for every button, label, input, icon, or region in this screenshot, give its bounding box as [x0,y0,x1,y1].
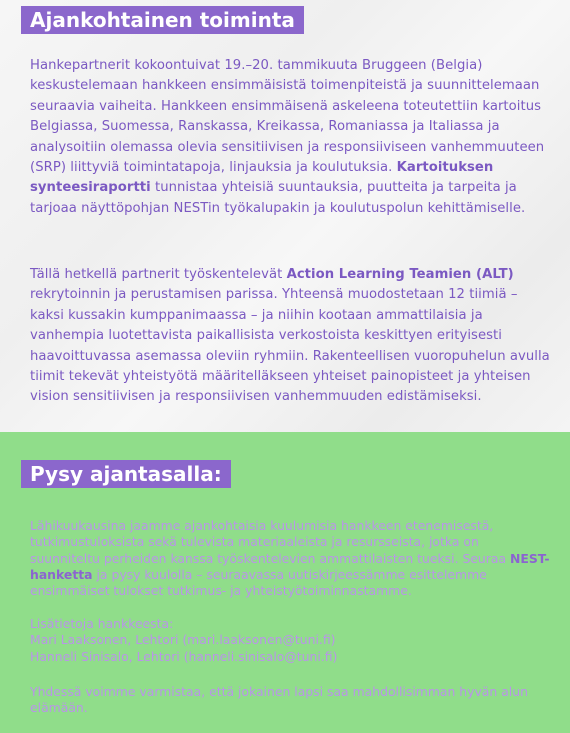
synthesis-report-highlight: Kartoituksen synteesiraportti [30,160,494,196]
closing-statement: Yhdessä voimme varmistaa, että jokainen lapsi saa mahdollisimman hyvän alun elämään. [30,684,528,716]
contact-label: Lisätietoja hankkeesta: [30,616,174,631]
stay-updated-section [0,432,570,733]
paragraph-text: rekrytoinnin ja perustamisen parissa. Yhteensä muodostetaan 12 tiimiä – kaksi kussakin kumppanimaassa – ja niihin kootaan ammattilaisia ja vanhempia luotettavista paikallisista verkostoista keskittyen erityisesti haavoittuvassa asemassa oleviin ryhmiin. Rakenteellisen vuoropuhelun avulla tiimit tekevät yhteistyötä määritelläkseen yhteiset painopisteet ja yhteisen vision sensitiivisen ja responsiivisen vanhemmuuden edistämiseksi. [30,287,550,405]
paragraph-text: Tällä hetkellä partnerit työskentelevät [30,267,283,282]
section-heading: Pysy ajantasalla: [21,460,231,488]
contact-info [30,616,550,665]
paragraph-text: tunnistaa yhteisiä suuntauksia, puutteita ja tarpeita ja tarjoaa näyttöpohjan NESTin työkalupakin ja koulutuspolun kehittämiselle. [30,180,526,216]
alt-highlight: Action Learning Teamien (ALT) [286,267,514,282]
contact-person-1: Mari Laaksonen, Lehtori (mari.laaksonen@tuni.fi) [30,632,336,648]
nest-project-link[interactable]: NEST-hanketta [30,550,550,582]
paragraph-text: ja pysy kuulolla – seuraavassa uutiskirjeessämme esittelemme ensimmäiset tulokset tutkimus- ja yhteistyötoiminnastamme. [30,566,487,599]
activities-paragraph-1 [30,56,550,219]
activities-paragraph-2 [30,265,550,408]
paragraph-text: Lähikuukausina jaamme ajankohtaisia kuulumisia hankkeen etenemisestä, tutkimustuloksista sekä tulevista materiaaleista ja resursseista, jotka on suunniteltu perheiden kanssa työskentelevien ammattilaisten tueksi. Seuraa [30,518,507,566]
paragraph-text: Hankepartnerit kokoontuivat 19.–20. tammikuuta Bruggeen (Belgia) keskustelemaan hankkeen ensimmäisistä toimenpiteistä ja suunnittelemaan seuraavia vaiheita. Hankkeen ensimmäisenä askeleena toteutettiin kartoitus Belgiassa, Suomessa, Ranskassa, Kreikassa, Romaniassa ja Italiassa ja analysoitiin olemassa olevia sensitiivisen ja responsiiviseen vanhemmuuteen (SRP) liittyviä toimintatapoja, linjauksia ja koulutuksia. [30,58,545,176]
section-heading: Ajankohtainen toiminta [21,6,304,34]
contact-person-2: Hanneli Sinisalo, Lehtori (hanneli.sinisalo@tuni.fi) [30,648,338,664]
update-paragraph [30,518,550,599]
